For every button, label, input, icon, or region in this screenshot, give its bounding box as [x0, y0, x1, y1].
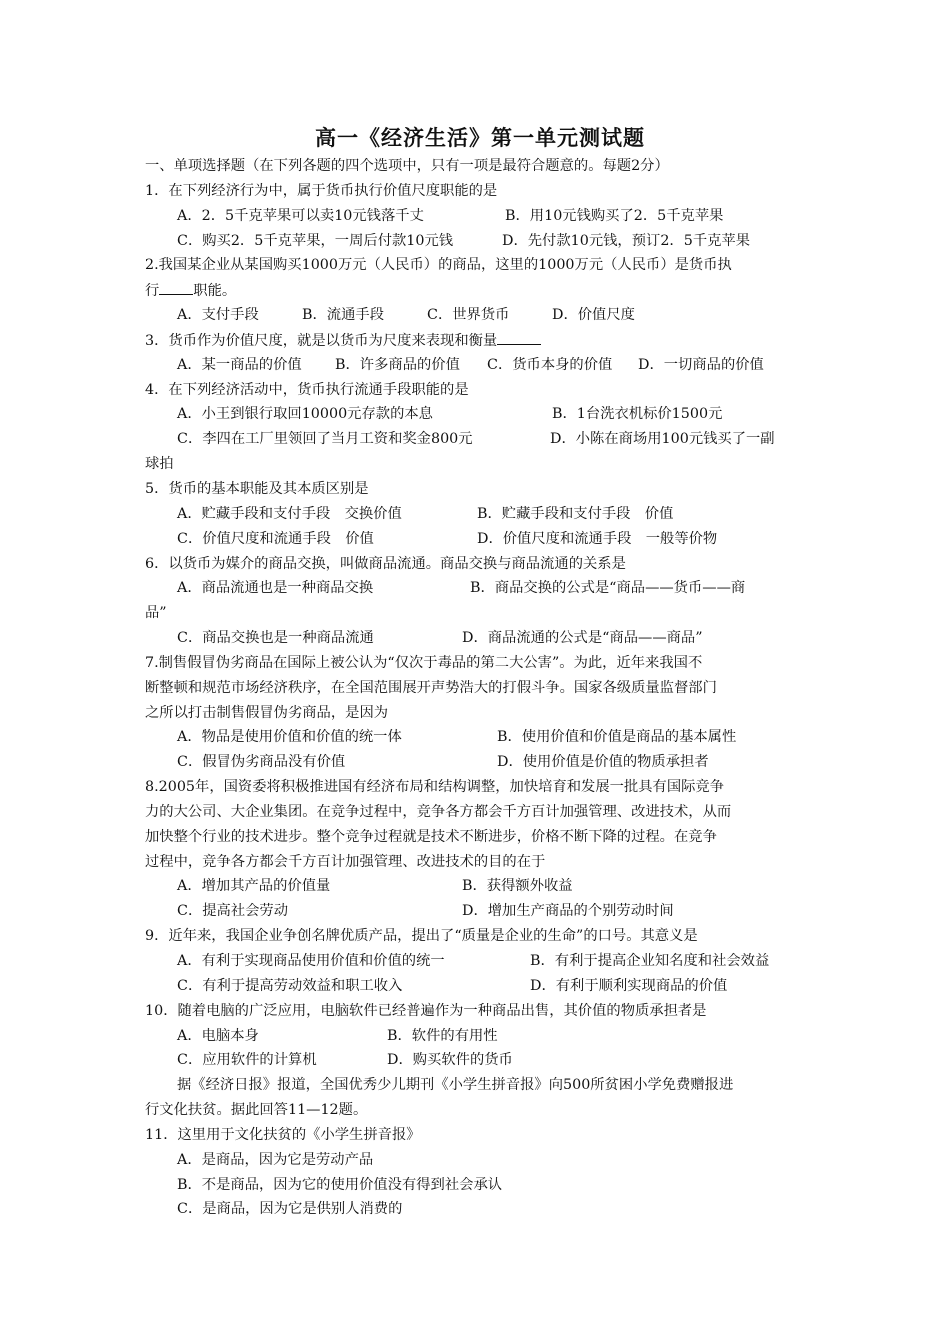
question-4-option-c: C．李四在工厂里领回了当月工资和奖金800元 — [177, 431, 473, 448]
question-6-stem: 6．以货币为媒介的商品交换，叫做商品流通。商品交换与商品流通的关系是 — [145, 555, 626, 572]
question-4-options-cd — [145, 427, 815, 452]
question-2-stem-line-1: 2.我国某企业从某国购买1000万元（人民币）的商品，这里的1000万元（人民币）是货币执 — [145, 257, 732, 274]
question-1-option-a: A．2．5千克苹果可以卖10元钱落千丈 — [177, 207, 424, 224]
question-2-option-d: D．价值尺度 — [552, 307, 635, 324]
question-8-options-ab — [145, 874, 815, 899]
question-2-option-a: A．支付手段 — [177, 307, 259, 324]
question-10-stem: 10．随着电脑的广泛应用，电脑软件已经普遍作为一种商品出售，其价值的物质承担者是 — [145, 1002, 707, 1019]
question-6-option-d: D．商品流通的公式是“商品——商品” — [462, 630, 703, 647]
question-4-option-a: A．小王到银行取回10000元存款的本息 — [177, 406, 433, 423]
question-10-option-a: A．电脑本身 — [177, 1027, 259, 1044]
question-8-stem-line-2: 力的大公司、大企业集团。在竞争过程中，竞争各方都会千方百计加强管理、改进技术，从而 — [145, 803, 732, 820]
answer-blank — [497, 328, 541, 345]
question-1-options-cd — [145, 229, 815, 254]
question-6-options-ab — [145, 576, 815, 601]
question-4-option-d: D．小陈在商场用100元钱买了一副 — [550, 431, 775, 448]
question-1-option-b: B．用10元钱购买了2．5千克苹果 — [505, 207, 724, 224]
question-4-options-ab — [145, 402, 815, 427]
question-7-option-c: C．假冒伪劣商品没有价值 — [177, 754, 346, 771]
question-11-option-a: A．是商品，因为它是劳动产品 — [177, 1151, 374, 1168]
question-6-options-cd — [145, 626, 815, 651]
material-line-1: 据《经济日报》报道，全国优秀少儿期刊《小学生拼音报》向500所贫困小学免费赠报进 — [177, 1077, 734, 1094]
question-6-option-c: C．商品交换也是一种商品流通 — [177, 630, 374, 647]
question-2-stem-suffix: 职能。 — [193, 283, 237, 300]
question-7-options-ab — [145, 725, 815, 750]
question-7-option-d: D．使用价值是价值的物质承担者 — [497, 754, 709, 771]
question-5-option-a: A．贮藏手段和支付手段 交换价值 — [177, 505, 402, 522]
question-8-stem-line-1: 8.2005年，国资委将积极推进国有经济布局和结构调整，加快培育和发展一批具有国际竞争 — [145, 779, 725, 796]
question-11-stem: 11．这里用于文化扶贫的《小学生拼音报》 — [145, 1126, 421, 1143]
question-7-stem-line-2: 断整顿和规范市场经济秩序，在全国范围展开声势浩大的打假斗争。国家各级质量监督部门 — [145, 679, 717, 696]
material-line-2: 行文化扶贫。据此回答11—12题。 — [145, 1102, 368, 1119]
question-2-options — [145, 303, 815, 328]
question-1-options-ab — [145, 204, 815, 229]
question-1-stem: 1．在下列经济行为中，属于货币执行价值尺度职能的是 — [145, 182, 498, 199]
question-4-option-b: B．1台洗衣机标价1500元 — [552, 406, 723, 423]
question-9-option-a: A．有利于实现商品使用价值和价值的统一 — [177, 953, 445, 969]
question-9-option-b: B．有利于提高企业知名度和社会效益 — [530, 953, 770, 969]
question-3-stem: 3．货币作为价值尺度，就是以货币为尺度来表现和衡量 — [145, 332, 498, 349]
question-10-option-c: C．应用软件的计算机 — [177, 1052, 317, 1069]
question-9-option-c: C．有利于提高劳动效益和职工收入 — [177, 977, 403, 994]
question-11-option-c: C．是商品，因为它是供别人消费的 — [177, 1201, 403, 1218]
question-8-stem-line-4: 过程中，竞争各方都会千方百计加强管理、改进技术的目的在于 — [145, 853, 546, 870]
question-5-option-c: C．价值尺度和流通手段 价值 — [177, 530, 374, 547]
question-3-option-a: A．某一商品的价值 — [177, 356, 302, 373]
question-4-option-d-continued: 球拍 — [145, 456, 174, 473]
question-5-options-ab — [145, 502, 815, 527]
exam-page — [145, 122, 815, 1222]
question-4-stem: 4．在下列经济活动中，货币执行流通手段职能的是 — [145, 381, 469, 398]
question-9-options-cd — [145, 974, 815, 999]
question-5-options-cd — [145, 527, 815, 552]
question-6-option-a: A．商品流通也是一种商品交换 — [177, 580, 374, 597]
question-8-option-c: C．提高社会劳动 — [177, 903, 289, 920]
question-7-stem-line-1: 7.制售假冒伪劣商品在国际上被公认为“仅次于毒品的第二大公害”。为此，近年来我国不 — [145, 654, 703, 671]
section-heading: 一、单项选择题（在下列各题的四个选项中，只有一项是最符合题意的。每题2分） — [145, 158, 669, 174]
question-2-option-c: C．世界货币 — [427, 307, 510, 324]
question-11-option-b: B．不是商品，因为它的使用价值没有得到社会承认 — [177, 1176, 503, 1193]
question-10-option-b: B．软件的有用性 — [387, 1027, 498, 1044]
question-8-option-a: A．增加其产品的价值量 — [177, 878, 331, 895]
question-3-options — [145, 353, 815, 378]
question-2-stem-prefix: 行 — [145, 283, 160, 300]
question-3-option-b: B．许多商品的价值 — [335, 356, 460, 373]
question-2-stem-line-2 — [145, 278, 815, 303]
question-7-options-cd — [145, 750, 815, 775]
question-9-stem: 9．近年来，我国企业争创名牌优质产品，提出了“质量是企业的生命”的口号。其意义是 — [145, 928, 698, 945]
question-1-option-c: C．购买2．5千克苹果，一周后付款10元钱 — [177, 232, 454, 249]
question-3-option-d: D．一切商品的价值 — [638, 356, 764, 373]
question-6-option-b-continued: 品” — [145, 605, 167, 622]
question-8-stem-line-3: 加快整个行业的技术进步。整个竞争过程就是技术不断进步，价格不断下降的过程。在竞争 — [145, 828, 717, 845]
question-9-option-d: D．有利于顺利实现商品的价值 — [530, 977, 728, 994]
question-3-option-c: C．货币本身的价值 — [487, 356, 613, 373]
question-8-options-cd — [145, 899, 815, 924]
question-10-options-cd — [145, 1048, 815, 1073]
question-9-options-ab — [145, 949, 815, 974]
question-5-option-d: D．价值尺度和流通手段 一般等价物 — [477, 530, 718, 547]
question-7-option-b: B．使用价值和价值是商品的基本属性 — [497, 729, 737, 746]
question-5-stem: 5．货币的基本职能及其本质区别是 — [145, 480, 369, 497]
question-1-option-d: D．先付款10元钱，预订2．5千克苹果 — [502, 232, 751, 249]
question-7-option-a: A．物品是使用价值和价值的统一体 — [177, 729, 402, 746]
question-10-option-d: D．购买软件的货币 — [387, 1052, 513, 1069]
question-8-option-d: D．增加生产商品的个别劳动时间 — [462, 903, 674, 920]
question-5-option-b: B．贮藏手段和支付手段 价值 — [477, 505, 674, 522]
answer-blank — [159, 278, 193, 295]
question-6-option-b: B．商品交换的公式是“商品——货币——商 — [470, 580, 746, 597]
question-3-stem-line — [145, 328, 815, 353]
question-8-option-b: B．获得额外收益 — [462, 878, 573, 895]
question-10-options-ab — [145, 1024, 815, 1049]
question-7-stem-line-3: 之所以打击制售假冒伪劣商品，是因为 — [145, 704, 389, 721]
question-2-option-b: B．流通手段 — [302, 307, 384, 324]
page-title: 高一《经济生活》第一单元测试题 — [315, 125, 645, 150]
